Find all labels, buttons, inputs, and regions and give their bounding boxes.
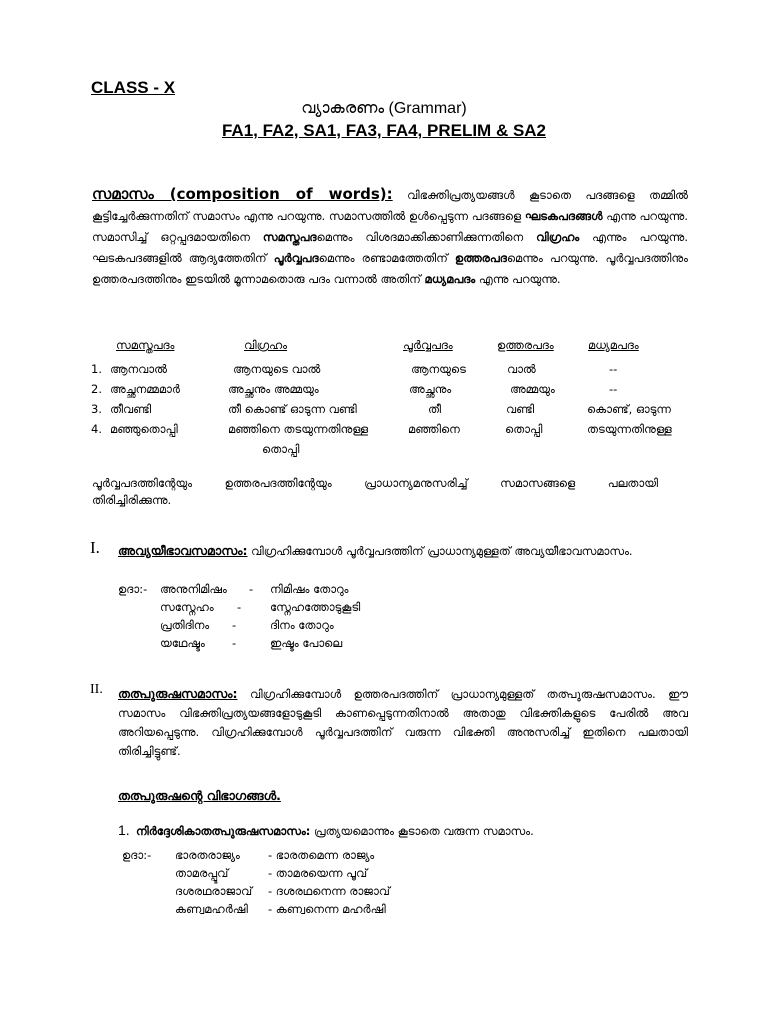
cell: ആനവാൽ	[110, 362, 167, 376]
cell: വണ്ടി	[506, 402, 535, 416]
example-dash: -	[232, 618, 237, 632]
cell: --	[609, 362, 618, 376]
term-poorvapadam: പൂർവ്വപദ	[273, 251, 319, 265]
cell: --	[609, 382, 618, 396]
intro-paragraph	[92, 184, 688, 290]
cell: തൊപ്പി	[262, 442, 300, 456]
section-avyayibhava	[118, 540, 698, 562]
term-ghatakapadangal: ഘടകപദങ്ങൾ	[524, 209, 603, 223]
example-meaning: - താമരയെന്ന പൂവ്	[268, 866, 368, 880]
row-number: 1.	[91, 362, 102, 376]
example-word: സസ്നേഹം	[160, 600, 214, 614]
example-meaning: - ദശരഥനെന്ന രാജാവ്	[268, 884, 390, 898]
subsection-item	[136, 824, 534, 839]
classification-note-end: തിരിച്ചിരിക്കുന്നു.	[92, 493, 172, 507]
row-number: 2.	[91, 382, 102, 396]
cell: മഞ്ഞുതൊപ്പി	[110, 422, 178, 436]
example-label: ഉദാ:-	[118, 582, 148, 596]
row-number: 3.	[91, 402, 102, 416]
example-word: താമരപ്പൂവ്	[175, 866, 229, 880]
section-text: വിഗ്രഹിക്കുമ്പോൾ ഉത്തരപദത്തിന് പ്രാധാന്യമുള്ളത് തത്പുരുഷസമാസം. ഈ സമാസം വിഭക്തിപ്രത്യയങ്ങളോടുകൂടി കാണപ്പെടുന്നതിനാൽ അതാതു വിഭക്തികളുടെ പേരിൽ അവ അറിയപ്പെടുന്നു. വിഗ്രഹിക്കുമ്പോൾ പൂർവ്വപദത്തിന് വരുന്ന വിഭക്തി അനുസരിച്ച് ഇതിനെ പലതായി തിരിച്ചിട്ടുണ്ട്.	[118, 687, 688, 758]
cell: വാൽ	[507, 362, 536, 376]
example-word: ദശരഥരാജാവ്	[175, 884, 253, 898]
col-header: മധ്യമപദം	[588, 338, 639, 352]
example-dash: -	[249, 582, 254, 596]
example-word: യഥേഷ്ടം	[160, 636, 205, 650]
col-header: വിഗ്രഹം	[244, 338, 288, 352]
item-number: 1.	[118, 822, 130, 838]
example-meaning: സ്നേഹത്തോടുകൂടി	[270, 600, 361, 614]
cell: തീ കൊണ്ട് ഓടുന്ന വണ്ടി	[228, 402, 357, 416]
section-number: I.	[90, 538, 100, 557]
example-dash: -	[237, 600, 242, 614]
cell: തടയുന്നതിനുള്ള	[587, 422, 672, 436]
example-meaning: ദിനം തോറും	[270, 618, 334, 632]
col-header: സമസ്തപദം	[116, 338, 175, 352]
item-heading: നിർദ്ദേശികാതത്പുരുഷസമാസം:	[136, 824, 311, 838]
cell: അമ്മയും	[510, 382, 555, 396]
cell: തൊപ്പി	[505, 422, 543, 436]
example-word: അനുനിമിഷം	[160, 582, 227, 596]
item-text: പ്രത്യയമൊന്നും കൂടാതെ വരുന്ന സമാസം.	[310, 824, 534, 838]
section-number: II.	[90, 682, 103, 697]
exams-title: FA1, FA2, SA1, FA3, FA4, PRELIM & SA2	[221, 121, 547, 140]
example-meaning: - ഭാരതമെന്ന രാജ്യം	[268, 848, 375, 862]
section-heading: അവ്യയീഭാവസമാസം:	[118, 543, 248, 558]
section-tatpurusha	[118, 684, 688, 761]
intro-text: വിഭക്തിപ്രത്യയങ്ങൾ കൂടാതെ പദങ്ങളെ തമ്മിൽ കൂട്ടിച്ചേർക്കുന്നതിന് സമാസം എന്നു പറയുന്നു. സമാസത്തിൽ ഉൾപ്പെടുന്ന പദങ്ങളെ	[92, 188, 688, 223]
intro-text: എന്നും പറയുന്നു. ഘടകപദങ്ങളിൽ ആദ്യത്തേതിന്	[92, 230, 688, 265]
col-header: ഉത്തരപദം	[497, 338, 554, 352]
example-meaning: ഇഷ്ടം പോലെ	[270, 636, 343, 650]
classification-note: പൂർവ്വപദത്തിന്റേയും ഉത്തരപദത്തിന്റേയും പ്രാധാന്യമനുസരിച്ച് സമാസങ്ങളെ പലതായി	[92, 476, 658, 490]
cell: മഞ്ഞിനെ	[408, 422, 460, 436]
example-word: കണ്വമഹർഷി	[175, 902, 248, 916]
intro-text: എന്നു പറയുന്നു.	[475, 272, 561, 286]
subsection-title: തത്പുരുഷന്റെ വിഭാഗങ്ങൾ.	[118, 788, 281, 803]
subject-title: വ്യാകരണം (Grammar)	[301, 100, 467, 117]
class-title: CLASS - X	[91, 78, 176, 97]
term-samasthapadam: സമസ്തപദ	[262, 230, 317, 244]
intro-heading: സമാസം (composition of words):	[92, 185, 393, 203]
cell: അച്ഛനും അമ്മയും	[228, 382, 319, 396]
example-dash: -	[232, 636, 237, 650]
term-vigraham: വിഗ്രഹം	[536, 230, 580, 244]
term-utharapadam: ഉത്തരപദ	[454, 251, 507, 265]
cell: ആനയുടെ വാൽ	[233, 362, 321, 376]
intro-text: മെന്നും പറയുന്നു. പൂർവ്വപദത്തിനും ഉത്തരപദത്തിനും ഇടയിൽ മൂന്നാമതൊരു പദം വന്നാൽ അതിന്	[92, 251, 688, 286]
col-header: പൂർവ്വപദം	[403, 338, 453, 352]
cell: മഞ്ഞിനെ തടയുന്നതിനുള്ള	[228, 422, 369, 436]
term-madhyamapadam: മധ്യമപദം	[424, 272, 476, 286]
cell: കൊണ്ട്, ഓടുന്ന	[587, 402, 671, 416]
section-text: വിഗ്രഹിക്കുമ്പോൾ പൂർവ്വപദത്തിന് പ്രാധാന്യമുള്ളത് അവ്യയീഭാവസമാസം.	[247, 544, 633, 558]
example-word: ഭാരതരാജ്യം	[175, 848, 240, 862]
example-label: ഉദാ:-	[122, 848, 152, 862]
cell: അച്ഛനമ്മമാർ	[110, 382, 180, 396]
example-meaning: - കണ്വനെന്ന മഹർഷി	[268, 902, 386, 916]
intro-text: എന്നു പറയുന്നു. സമാസിച്ച് ഒറ്റപ്പദമായതിനെ	[92, 209, 689, 244]
cell: തീ	[428, 402, 442, 416]
section-heading: തത്പുരുഷസമാസം:	[118, 686, 238, 701]
row-number: 4.	[91, 422, 102, 436]
cell: ആനയുടെ	[411, 362, 466, 376]
intro-text: മെന്നും വിശദമാക്കിക്കാണിക്കുന്നതിനെ	[316, 230, 537, 244]
example-meaning: നിമിഷം തോറും	[270, 582, 349, 596]
cell: തീവണ്ടി	[110, 402, 152, 416]
intro-text: മെന്നും രണ്ടാമത്തേതിന്	[318, 251, 455, 265]
cell: അച്ഛനും	[409, 382, 452, 396]
example-word: പ്രതിദിനം	[160, 618, 210, 632]
